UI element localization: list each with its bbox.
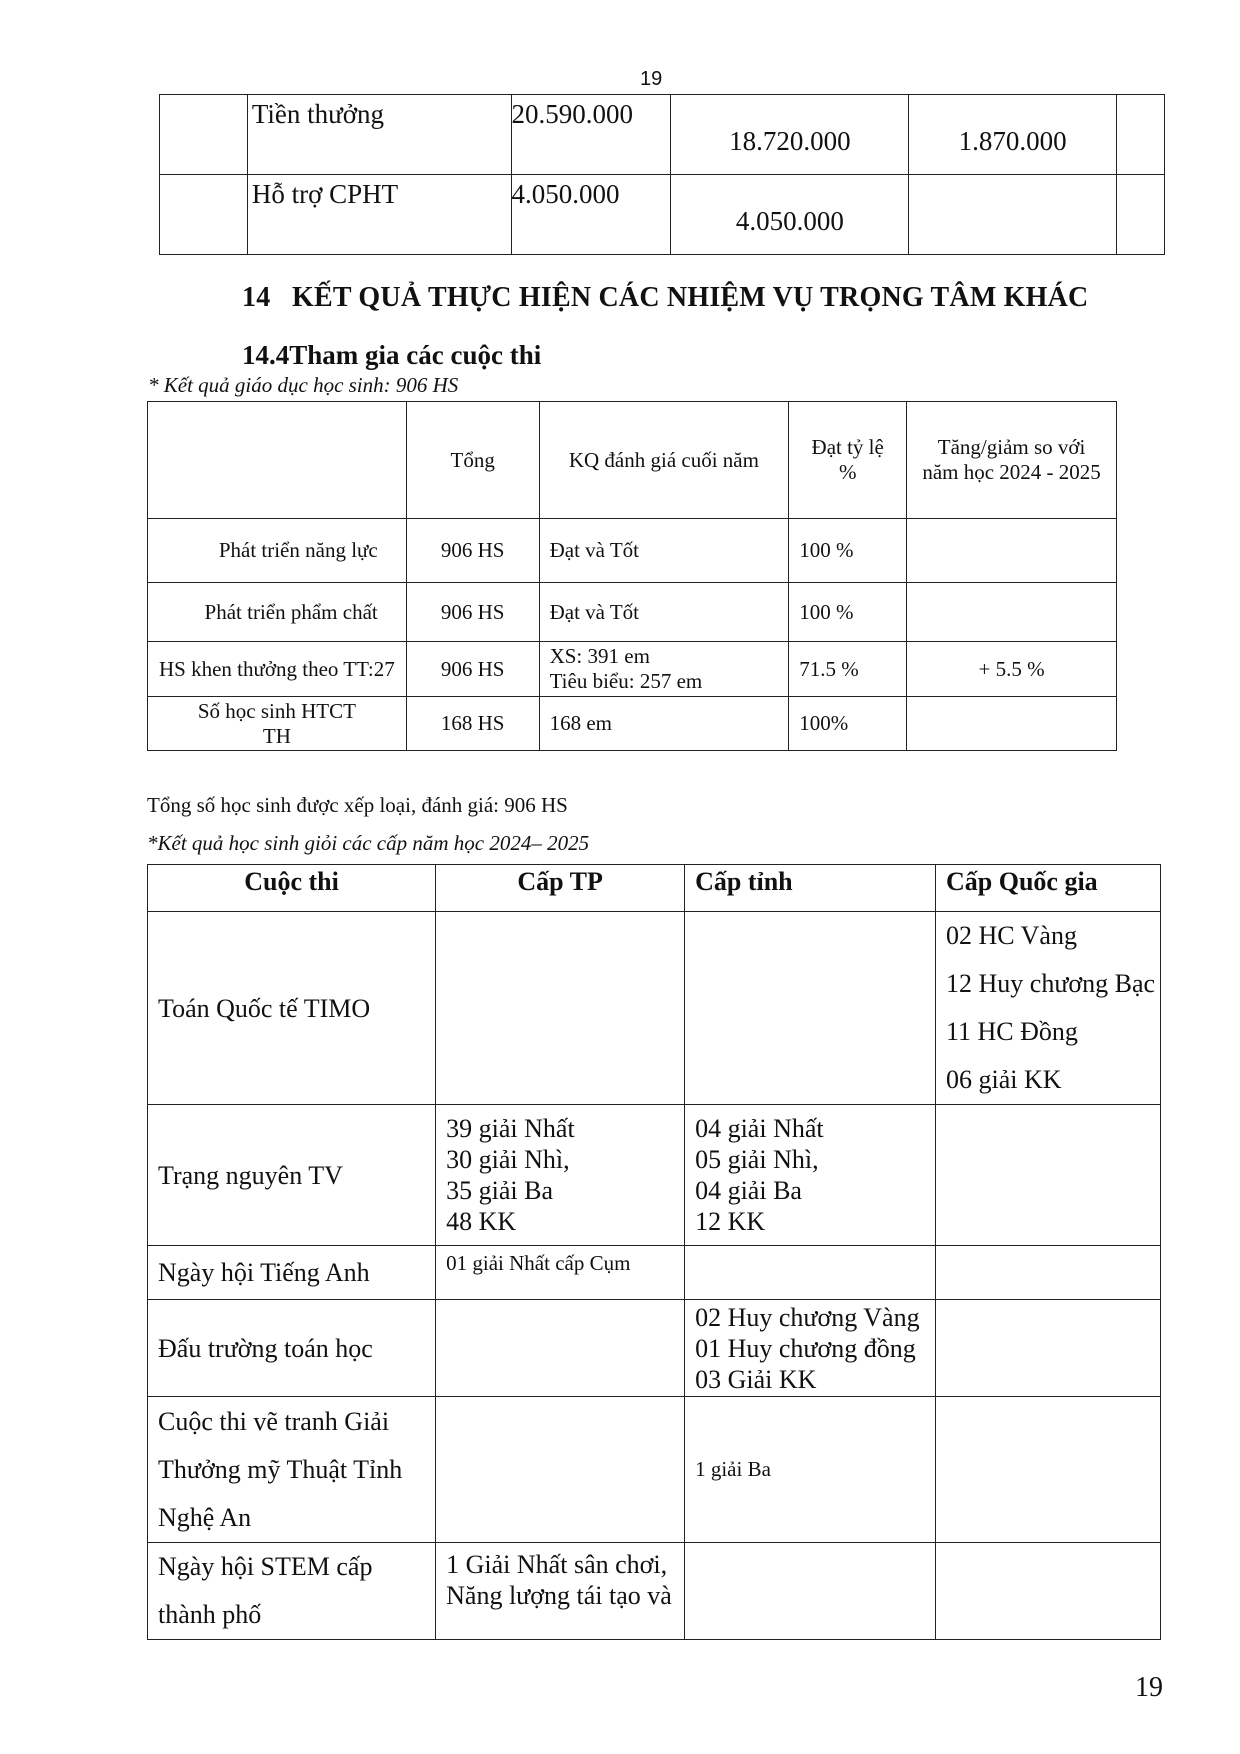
row-total: 168 HS [406, 697, 539, 751]
result-line: 05 giải Nhì, [695, 1145, 819, 1174]
subsection-heading: 14.4Tham gia các cuộc thi [242, 340, 542, 370]
name-line: Cuộc thi vẽ tranh Giải [158, 1406, 390, 1436]
header-contest: Cuộc thi [148, 865, 436, 912]
city-results [436, 1105, 685, 1246]
name-line: Thưởng mỹ Thuật Tỉnh [158, 1454, 403, 1484]
result-line: 1 Giải Nhất sân chơi, [446, 1550, 668, 1579]
province-results [685, 1105, 936, 1246]
budget-value: 4.050.000 [671, 175, 909, 255]
name-line: Ngày hội STEM cấp [158, 1552, 373, 1581]
result-line: 11 HC Đồng [946, 1017, 1078, 1046]
header-city: Cấp TP [436, 865, 685, 912]
result-line: XS: 391 em [549, 644, 650, 668]
result-line: Năng lượng tái tạo và [446, 1581, 672, 1610]
header-change: Tăng/giảm so với năm học 2024 - 2025 [907, 402, 1117, 519]
table-row [148, 583, 1117, 642]
page-number-top: 19 [640, 68, 663, 90]
row-name: Phát triển năng lực [148, 519, 407, 583]
contest-name [148, 1543, 436, 1640]
page-number-bottom: 19 [1135, 1672, 1163, 1703]
row-result [539, 642, 789, 697]
row-change [907, 697, 1117, 751]
row-rate: 100 % [789, 583, 907, 642]
table-row [148, 519, 1117, 583]
result-line: Tiêu biểu: 257 em [549, 669, 703, 693]
result-line: 01 Huy chương đồng [695, 1333, 916, 1363]
table-row [148, 1300, 1161, 1397]
table-row [148, 1105, 1161, 1246]
row-change [907, 519, 1117, 583]
result-line: 02 Huy chương Vàng [695, 1302, 920, 1332]
result-line: 39 giải Nhất [446, 1114, 575, 1143]
row-change: + 5.5 % [907, 642, 1117, 697]
name-line: Nghệ An [158, 1502, 252, 1532]
result-line: 03 Giải KK [695, 1364, 817, 1394]
budget-value: 20.590.000 [511, 95, 671, 175]
header-province: Cấp tỉnh [685, 865, 936, 912]
result-line: 12 KK [695, 1207, 766, 1236]
city-results: 01 giải Nhất cấp Cụm [436, 1246, 685, 1300]
header-national: Cấp Quốc gia [936, 865, 1161, 912]
gifted-note: *Kết quả học sinh giỏi các cấp năm học 2024– 2025 [147, 831, 590, 855]
table-row [148, 912, 1161, 1105]
result-line: 04 giải Ba [695, 1176, 802, 1205]
result-line: 30 giải Nhì, [446, 1145, 570, 1174]
budget-value [909, 175, 1117, 255]
table-row [148, 1397, 1161, 1543]
table-row [148, 642, 1117, 697]
edu-note: * Kết quả giáo dục học sinh: 906 HS [148, 373, 459, 397]
row-change [907, 583, 1117, 642]
row-rate: 71.5 % [789, 642, 907, 697]
row-rate: 100 % [789, 519, 907, 583]
row-result: Đạt và Tốt [539, 583, 789, 642]
row-name: Số học sinh HTCT TH [148, 697, 407, 751]
result-line: 02 HC Vàng [946, 921, 1077, 950]
row-result: Đạt và Tốt [539, 519, 789, 583]
province-results [685, 1300, 936, 1397]
row-result: 168 em [539, 697, 789, 751]
row-total: 906 HS [406, 519, 539, 583]
section-heading: 14 KẾT QUẢ THỰC HIỆN CÁC NHIỆM VỤ TRỌNG TÂM KHÁC [242, 282, 1089, 313]
contest-name: Toán Quốc tế TIMO [148, 912, 436, 1105]
result-line: 48 KK [446, 1207, 517, 1236]
header-rate: Đạt tỷ lệ % [789, 402, 907, 519]
result-line: 04 giải Nhất [695, 1114, 824, 1143]
name-line: thành phố [158, 1600, 262, 1629]
header-result: KQ đánh giá cuối năm [539, 402, 789, 519]
total-students-text: Tổng số học sinh được xếp loại, đánh giá: 906 HS [147, 793, 568, 817]
budget-label: Tiền thưởng [247, 95, 511, 175]
contest-name: Trạng nguyên TV [148, 1105, 436, 1246]
table-header-row [148, 402, 1117, 519]
national-results [936, 912, 1161, 1105]
table-row [148, 697, 1117, 751]
table-row [160, 175, 1165, 255]
row-name: HS khen thưởng theo TT:27 [148, 642, 407, 697]
table-row [160, 95, 1165, 175]
province-results: 1 giải Ba [685, 1397, 936, 1543]
result-line: 35 giải Ba [446, 1176, 554, 1205]
contest-name: Đấu trường toán học [148, 1300, 436, 1397]
table-row [148, 1246, 1161, 1300]
result-line: 06 giải KK [946, 1065, 1062, 1094]
row-name: Phát triển phẩm chất [148, 583, 407, 642]
table-header-row [148, 865, 1161, 912]
budget-table [159, 94, 1165, 255]
contest-name [148, 1397, 436, 1543]
contest-name: Ngày hội Tiếng Anh [148, 1246, 436, 1300]
budget-value: 4.050.000 [511, 175, 671, 255]
row-total: 906 HS [406, 583, 539, 642]
edu-results-table [147, 401, 1117, 751]
result-line: 12 Huy chương Bạc [946, 969, 1156, 998]
budget-label: Hỗ trợ CPHT [247, 175, 511, 255]
city-results [436, 1543, 685, 1640]
contest-table [147, 864, 1161, 1640]
row-total: 906 HS [406, 642, 539, 697]
budget-value: 1.870.000 [909, 95, 1117, 175]
header-total: Tổng [406, 402, 539, 519]
budget-value: 18.720.000 [671, 95, 909, 175]
table-row [148, 1543, 1161, 1640]
row-rate: 100% [789, 697, 907, 751]
